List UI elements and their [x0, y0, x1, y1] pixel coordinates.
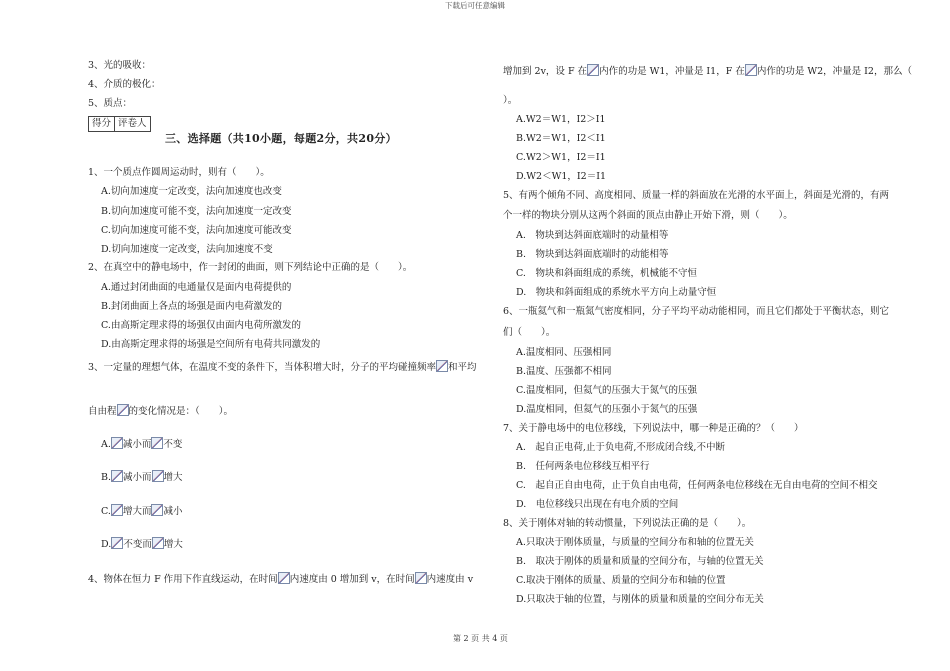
formula-image-icon: [151, 437, 163, 449]
q6-option-d: D.温度相同，但氦气的压强小于氮气的压强: [516, 404, 698, 415]
question-4-stem-end: ）。: [503, 95, 518, 106]
formula-image-icon: [436, 360, 448, 372]
q1-option-c: C.切向加速度可能不变，法向加速度可能改变: [101, 225, 292, 236]
question-2-stem: 2、在真空中的静电场中，作一封闭的曲面，则下列结论中正确的是（ ）。: [88, 262, 413, 273]
q2-option-d: D.由高斯定理求得的场强是空间所有电荷共同激发的: [101, 339, 321, 350]
definition-5: 5、质点：: [88, 98, 133, 109]
question-5-stem-cont: 个一样的物块分别从这两个斜面的顶点由静止开始下滑，则（ ）。: [503, 210, 793, 221]
q5-option-b: B. 物块到达斜面底端时的动能相等: [516, 249, 669, 260]
question-6-stem: 6、一瓶氦气和一瓶氮气密度相同，分子平均平动动能相同，而且它们都处于平衡状态，则它: [503, 306, 890, 317]
q3-option-b: B. 减小而 增大: [101, 472, 183, 483]
formula-image-icon: [111, 437, 123, 449]
question-7-stem: 7、关于静电场中的电位移线，下列说法中，哪一种是正确的？（ ）: [503, 423, 804, 434]
q1-option-d: D.切向加速度一定改变，法向加速度不变: [101, 244, 273, 255]
question-1-stem: 1、一个质点作圆周运动时，则有（ ）。: [88, 167, 270, 178]
q2-option-c: C.由高斯定理求得的场强仅由面内电荷所激发的: [101, 320, 301, 331]
question-4-stem-cont: 增加到 2v，设 F 在 内作的功是 W1，冲量是 I1，F 在 内作的功是 W2，冲量是 I2，那么（: [503, 66, 912, 77]
question-6-stem-cont: 们（ ）。: [503, 327, 556, 338]
q2-option-a: A.通过封闭曲面的电通量仅是面内电荷提供的: [101, 282, 292, 293]
q3-option-c: C. 增大而 减小: [101, 506, 183, 517]
q5-option-a: A. 物块到达斜面底端时的动量相等: [516, 230, 669, 241]
formula-image-icon: [745, 64, 757, 76]
q3-option-a: A. 减小而 不变: [101, 439, 183, 450]
page-header: 下载后可任意编辑: [445, 1, 505, 10]
formula-image-icon: [111, 470, 123, 482]
q6-option-b: B.温度、压强都不相同: [516, 366, 612, 377]
formula-image-icon: [151, 504, 163, 516]
q2-option-b: B.封闭曲面上各点的场强是面内电荷激发的: [101, 301, 283, 312]
question-8-stem: 8、关于刚体对轴的转动惯量，下列说法正确的是（ ）。: [503, 518, 752, 529]
formula-image-icon: [415, 572, 427, 584]
formula-image-icon: [152, 537, 164, 549]
q8-option-d: D.只取决于轴的位置，与刚体的质量和质量的空间分布无关: [516, 594, 764, 605]
q6-option-c: C.温度相同，但氦气的压强大于氮气的压强: [516, 385, 697, 396]
q6-option-a: A.温度相同、压强相同: [516, 347, 612, 358]
q1-option-b: B.切向加速度可能不变，法向加速度一定改变: [101, 206, 292, 217]
formula-image-icon: [587, 64, 599, 76]
question-3-stem-cont: 自由程 的变化情况是：（ ）。: [88, 406, 234, 417]
q7-option-d: D. 电位移线只出现在有电介质的空间: [516, 499, 679, 510]
q7-option-b: B. 任何两条电位移线互相平行: [516, 461, 650, 472]
formula-image-icon: [111, 537, 123, 549]
definition-4: 4、介质的极化：: [88, 79, 161, 90]
q3-option-d: D. 不变而 增大: [101, 539, 183, 550]
section-title: 三、选择题（共10小题，每题2分，共20分）: [165, 132, 397, 145]
q7-option-a: A. 起自正电荷,止于负电荷,不形成闭合线,不中断: [516, 442, 725, 453]
question-3-stem: 3、一定量的理想气体，在温度不变的条件下，当体积增大时，分子的平均碰撞频率 和平均: [88, 362, 477, 373]
formula-image-icon: [111, 504, 123, 516]
q5-option-c: C. 物块和斜面组成的系统，机械能不守恒: [516, 268, 697, 279]
definition-3: 3、光的吸收：: [88, 60, 152, 71]
question-4-stem: 4、物体在恒力 F 作用下作直线运动，在时间 内速度由 0 增加到 v，在时间 内速度由 v: [88, 574, 474, 585]
question-5-stem: 5、有两个倾角不同、高度相同、质量一样的斜面放在光滑的水平面上，斜面是光滑的，有两: [503, 190, 890, 201]
formula-image-icon: [117, 404, 129, 416]
q5-option-d: D. 物块和斜面组成的系统水平方向上动量守恒: [516, 287, 717, 298]
page-footer: 第 2 页 共 4 页: [453, 634, 508, 643]
formula-image-icon: [278, 572, 290, 584]
q7-option-c: C. 起自正自由电荷，止于负自由电荷，任何两条电位移线在无自由电荷的空间不相交: [516, 480, 878, 491]
formula-image-icon: [152, 470, 164, 482]
grader-label: 评卷人: [114, 117, 150, 131]
q8-option-c: C.取决于刚体的质量、质量的空间分布和轴的位置: [516, 575, 726, 586]
q4-option-d: D.W2＜W1，I2＝I1: [516, 171, 607, 182]
score-table: [88, 116, 151, 132]
q1-option-a: A.切向加速度一定改变，法向加速度也改变: [101, 186, 282, 197]
q4-option-b: B.W2＝W1，I2＜I1: [516, 133, 606, 144]
q8-option-b: B. 取决于刚体的质量和质量的空间分布，与轴的位置无关: [516, 556, 764, 567]
score-label: 得分: [92, 118, 112, 129]
q4-option-c: C.W2＞W1，I2＝I1: [516, 152, 606, 163]
q8-option-a: A.只取决于刚体质量，与质量的空间分布和轴的位置无关: [516, 537, 754, 548]
q4-option-a: A.W2＝W1，I2＞I1: [516, 114, 606, 125]
